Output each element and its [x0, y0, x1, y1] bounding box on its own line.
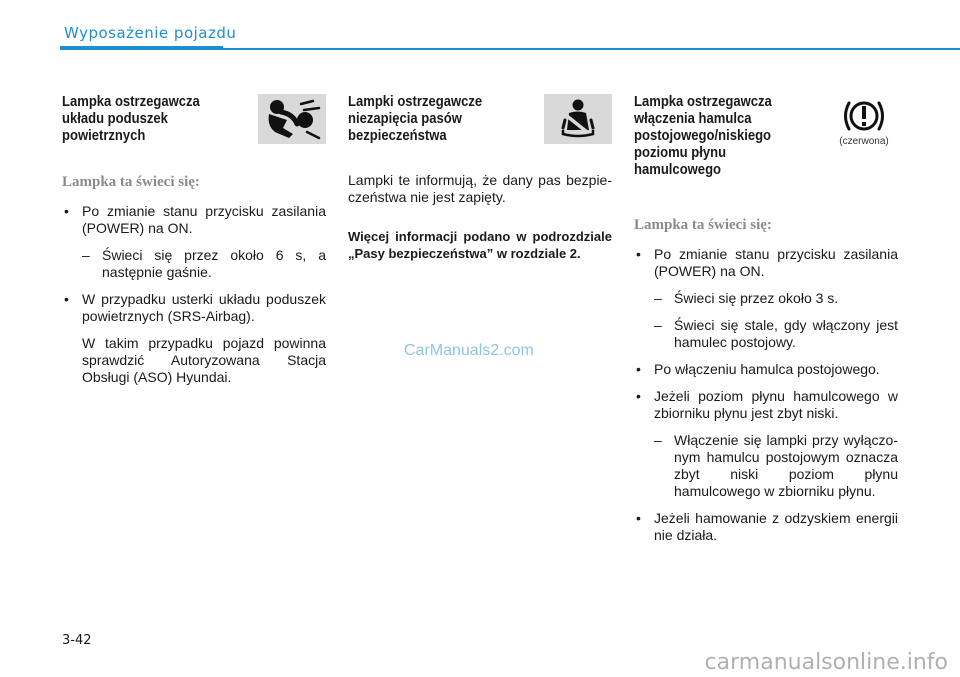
title-line: poziomu płynu — [634, 145, 727, 161]
bullet-item: • Po zmianie stanu przycisku zasilania (POWER) na ON. — [634, 246, 898, 280]
column-title — [634, 94, 778, 179]
bullet-item: • Jeżeli hamowanie z odzyskiem energii nie działa. — [634, 510, 898, 544]
column-title — [62, 94, 206, 145]
sub-heading: Lampka ta świeci się: — [62, 174, 200, 190]
sub-heading: Lampka ta świeci się: — [634, 217, 772, 233]
title-line: niezapięcia pasów — [348, 111, 462, 127]
page-number: 3-42 — [62, 633, 92, 648]
airbag-warning-icon — [258, 94, 326, 144]
cross-reference-note: Więcej informacji podano w podrozdziale „Pasy bezpieczeństwa” w rozdziale 2. — [348, 229, 612, 261]
column-body — [62, 203, 326, 386]
bullet-item: • Po zmianie stanu przycisku zasilania (POWER) na ON. — [62, 203, 326, 237]
column-header — [634, 94, 898, 179]
title-line: układu poduszek — [62, 111, 168, 127]
column-airbag — [62, 94, 326, 396]
paragraph: Lampki te informują, że dany pas bezpie-czeństwa nie jest zapięty. — [348, 172, 612, 205]
seatbelt-warning-icon — [544, 94, 612, 144]
icon-caption: (czerwona) — [839, 136, 889, 147]
column-header — [348, 94, 612, 150]
column-brake — [634, 94, 898, 554]
column-body — [348, 172, 612, 262]
watermark: CarManuals2.com — [404, 342, 534, 359]
title-line: Lampka ostrzegawcza — [634, 94, 772, 110]
title-line: powietrznych — [62, 128, 146, 144]
footer-watermark: carmanualsonline.info — [704, 650, 948, 675]
column-seatbelt — [348, 94, 612, 274]
title-line: hamulcowego — [634, 162, 722, 178]
title-line: włączenia hamulca — [634, 111, 752, 127]
dash-item: – Włączenie się lampki przy wyłączo-nym hamulcu postojowym oznacza zbyt niski poziom płynu hamulcowego w zbiorniku płynu. — [634, 432, 898, 500]
title-line: Lampka ostrzegawcza — [62, 94, 200, 110]
title-line: postojowego/niskiego — [634, 128, 772, 144]
title-line: bezpieczeństwa — [348, 128, 447, 144]
section-title: Wyposażenie pojazdu — [64, 24, 237, 42]
dash-item: – Świeci się stale, gdy włączony jest hamulec postojowy. — [634, 317, 898, 351]
brake-warning-icon-box — [830, 94, 898, 150]
bullet-item: • Jeżeli poziom płynu hamulcowego w zbiorniku płynu jest zbyt niski. — [634, 388, 898, 422]
column-header — [62, 94, 326, 150]
bullet-continuation: W takim przypadku pojazd powinna sprawdzić Autoryzowana Stacja Obsługi (ASO) Hyundai. — [82, 335, 326, 385]
header-rule-accent — [60, 46, 223, 50]
column-title — [348, 94, 492, 145]
title-line: Lampki ostrzegawcze — [348, 94, 483, 110]
brake-warning-icon — [840, 97, 888, 135]
dash-item: – Świeci się przez około 6 s, a następnie gaśnie. — [62, 247, 326, 281]
bullet-item: • Po włączeniu hamulca postojowego. — [634, 361, 898, 378]
dash-item: – Świeci się przez około 3 s. — [634, 290, 898, 307]
column-body — [634, 246, 898, 544]
bullet-item: • W przypadku usterki układu poduszek powietrznych (SRS-Airbag). — [62, 291, 326, 325]
